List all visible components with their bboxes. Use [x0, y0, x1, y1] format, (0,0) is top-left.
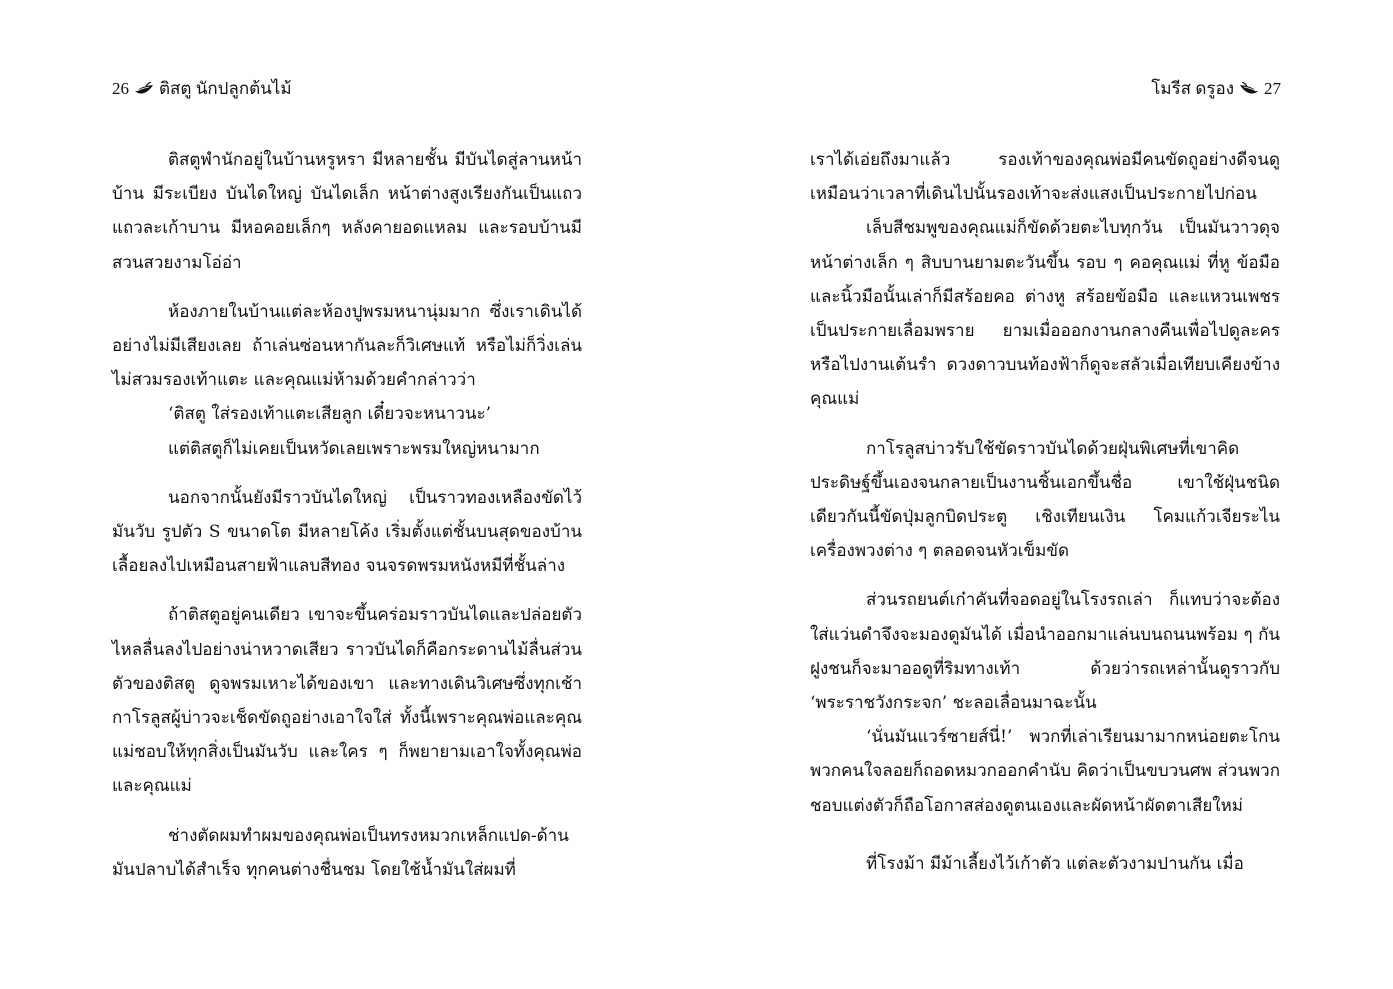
paragraph: ติสตูพำนักอยู่ในบ้านหรูหรา มีหลายชั้น มีบันไดสู่ลานหน้าบ้าน มีระเบียง บันไดใหญ่ บันไดเล็ก หน้าต่างสูงเรียงกันเป็นแถว แถวละเก้าบาน มีหอคอยเล็กๆ หลังคายอดแหลม และรอบบ้านมีสวนสวยงามโอ่อ่า	[112, 150, 582, 273]
paragraph: ส่วนรถยนต์เก๋าคันที่จอดอยู่ในโรงรถเล่า ก็แทบว่าจะต้องใส่แว่นดำจึงจะมองดูมันได้ เมื่อนำออกมาแล่นบนถนนพร้อม ๆ กัน ฝูงชนก็จะมาออดูที่ริมทางเท้า ด้วยว่ารถเหล่านั้นดูราวกับ ‘พระราชวังกระจก’ ชะลอเลื่อนมาฉะนั้น	[810, 590, 1280, 714]
left-page-body	[112, 143, 582, 887]
page-number: 27	[1264, 79, 1281, 98]
paragraph: ช่างตัดผมทำผมของคุณพ่อเป็นทรงหมวกเหล็กแปด-ด้านมันปลาบได้สำเร็จ ทุกคนต่างชื่นชม โดยใช้น้ำมันใส่ผมที่	[112, 825, 569, 880]
paragraph: เล็บสีชมพูของคุณแม่ก็ขัดด้วยตะไบทุกวัน เป็นมันวาวดุจหน้าต่างเล็ก ๆ สิบบานยามตะวันขึ้น รอบ ๆ คอคุณแม่ ที่หู ข้อมือและนิ้วมือนั้นเล่าก็มีสร้อยคอ ต่างหู สร้อยข้อมือ และแหวนเพชรเป็นประกายเลื่อมพราย ยามเมื่อออกงานกลางคืนเพื่อไปดูละครหรือไปงานเต้นรำ ดวงดาวบนท้องฟ้าก็ดูจะสลัวเมื่อเทียบเคียงข้างคุณแม่	[810, 218, 1280, 410]
left-page-header	[112, 79, 292, 99]
paragraph: นอกจากนั้นยังมีราวบันไดใหญ่ เป็นราวทองเหลืองขัดไว้มันวับ รูปตัว S ขนาดโต มีหลายโค้ง เริ่มตั้งแต่ชั้นบนสุดของบ้าน เลื้อยลงไปเหมือนสายฟ้าแลบสีทอง จนจรดพรมหนังหมีที่ชั้นล่าง	[112, 487, 582, 577]
book-title: ติสตู นักปลูกต้นไม้	[159, 79, 292, 98]
paragraph: แต่ติสตูก็ไม่เคยเป็นหวัดเลยเพราะพรมใหญ่หนามาก	[168, 438, 540, 459]
paragraph: ‘นั่นมันแวร์ซายส์นี่!’ พวกที่เล่าเรียนมามากหน่อยตะโกน พวกคนใจลอยก็ถอดหมวกออกคำนับ คิดว่าเป็นขบวนศพ ส่วนพวกชอบแต่งตัวก็ถือโอกาสส่องดูตนเองและผัดหน้าผัดตาเสียใหม่	[810, 727, 1280, 816]
dialogue-line: ‘ติสตู ใส่รองเท้าแตะเสียลูก เดี๋ยวจะหนาวนะ’	[168, 404, 492, 425]
page-number: 26	[112, 79, 129, 98]
paragraph: กาโรลูสบ่าวรับใช้ขัดราวบันไดด้วยฝุ่นพิเศษที่เขาคิดประดิษฐ์ขึ้นเองจนกลายเป็นงานชิ้นเอกขึ้นชื่อ เขาใช้ฝุ่นชนิดเดียวกันนี้ขัดปุ่มลูกบิดประตู เชิงเทียนเงิน โคมแก้วเจียระไน เครื่องพวงต่าง ๆ ตลอดจนหัวเข็มขัด	[810, 438, 1280, 562]
author-name: โมรีส ดรูอง	[1151, 79, 1234, 98]
leaf-icon	[134, 82, 154, 96]
paragraph: ที่โรงม้า มีม้าเลี้ยงไว้เก้าตัว แต่ละตัวงามปานกัน เมื่อ	[866, 853, 1244, 874]
left-page	[0, 0, 696, 989]
paragraph: ห้องภายในบ้านแต่ละห้องปูพรมหนานุ่มมาก ซึ่งเราเดินได้อย่างไม่มีเสียงเลย ถ้าเล่นซ่อนหากันละก็วิเศษแท้ หรือไม่ก็วิ่งเล่นไม่สวมรองเท้าแตะ และคุณแม่ห้ามด้วยคำกล่าวว่า	[112, 301, 582, 391]
right-page-header	[1151, 79, 1281, 99]
right-page-body	[810, 143, 1280, 881]
leaf-icon	[1239, 82, 1259, 96]
paragraph: ถ้าติสตูอยู่คนเดียว เขาจะขึ้นคร่อมราวบันไดและปล่อยตัวไหลลื่นลงไปอย่างน่าหวาดเสียว ราวบันไดก็คือกระดานไม้ลื่นส่วนตัวของติสตู ดูจพรมเหาะได้ของเขา และทางเดินวิเศษซึ่งทุกเช้ากาโรลูสผู้บ่าวจะเช็ดขัดถูอย่างเอาใจใส่ ทั้งนี้เพราะคุณพ่อและคุณแม่ชอบให้ทุกสิ่งเป็นมันวับ และใคร ๆ ก็พยายามเอาใจทั้งคุณพ่อและคุณแม่	[112, 605, 582, 797]
paragraph-continued: เราได้เอ่ยถึงมาแล้ว รองเท้าของคุณพ่อมีคนขัดถูอย่างดีจนดูเหมือนว่าเวลาที่เดินไปนั้นรองเท้าจะส่งแสงเป็นประกายไปก่อน	[810, 150, 1280, 205]
right-page	[697, 0, 1393, 989]
